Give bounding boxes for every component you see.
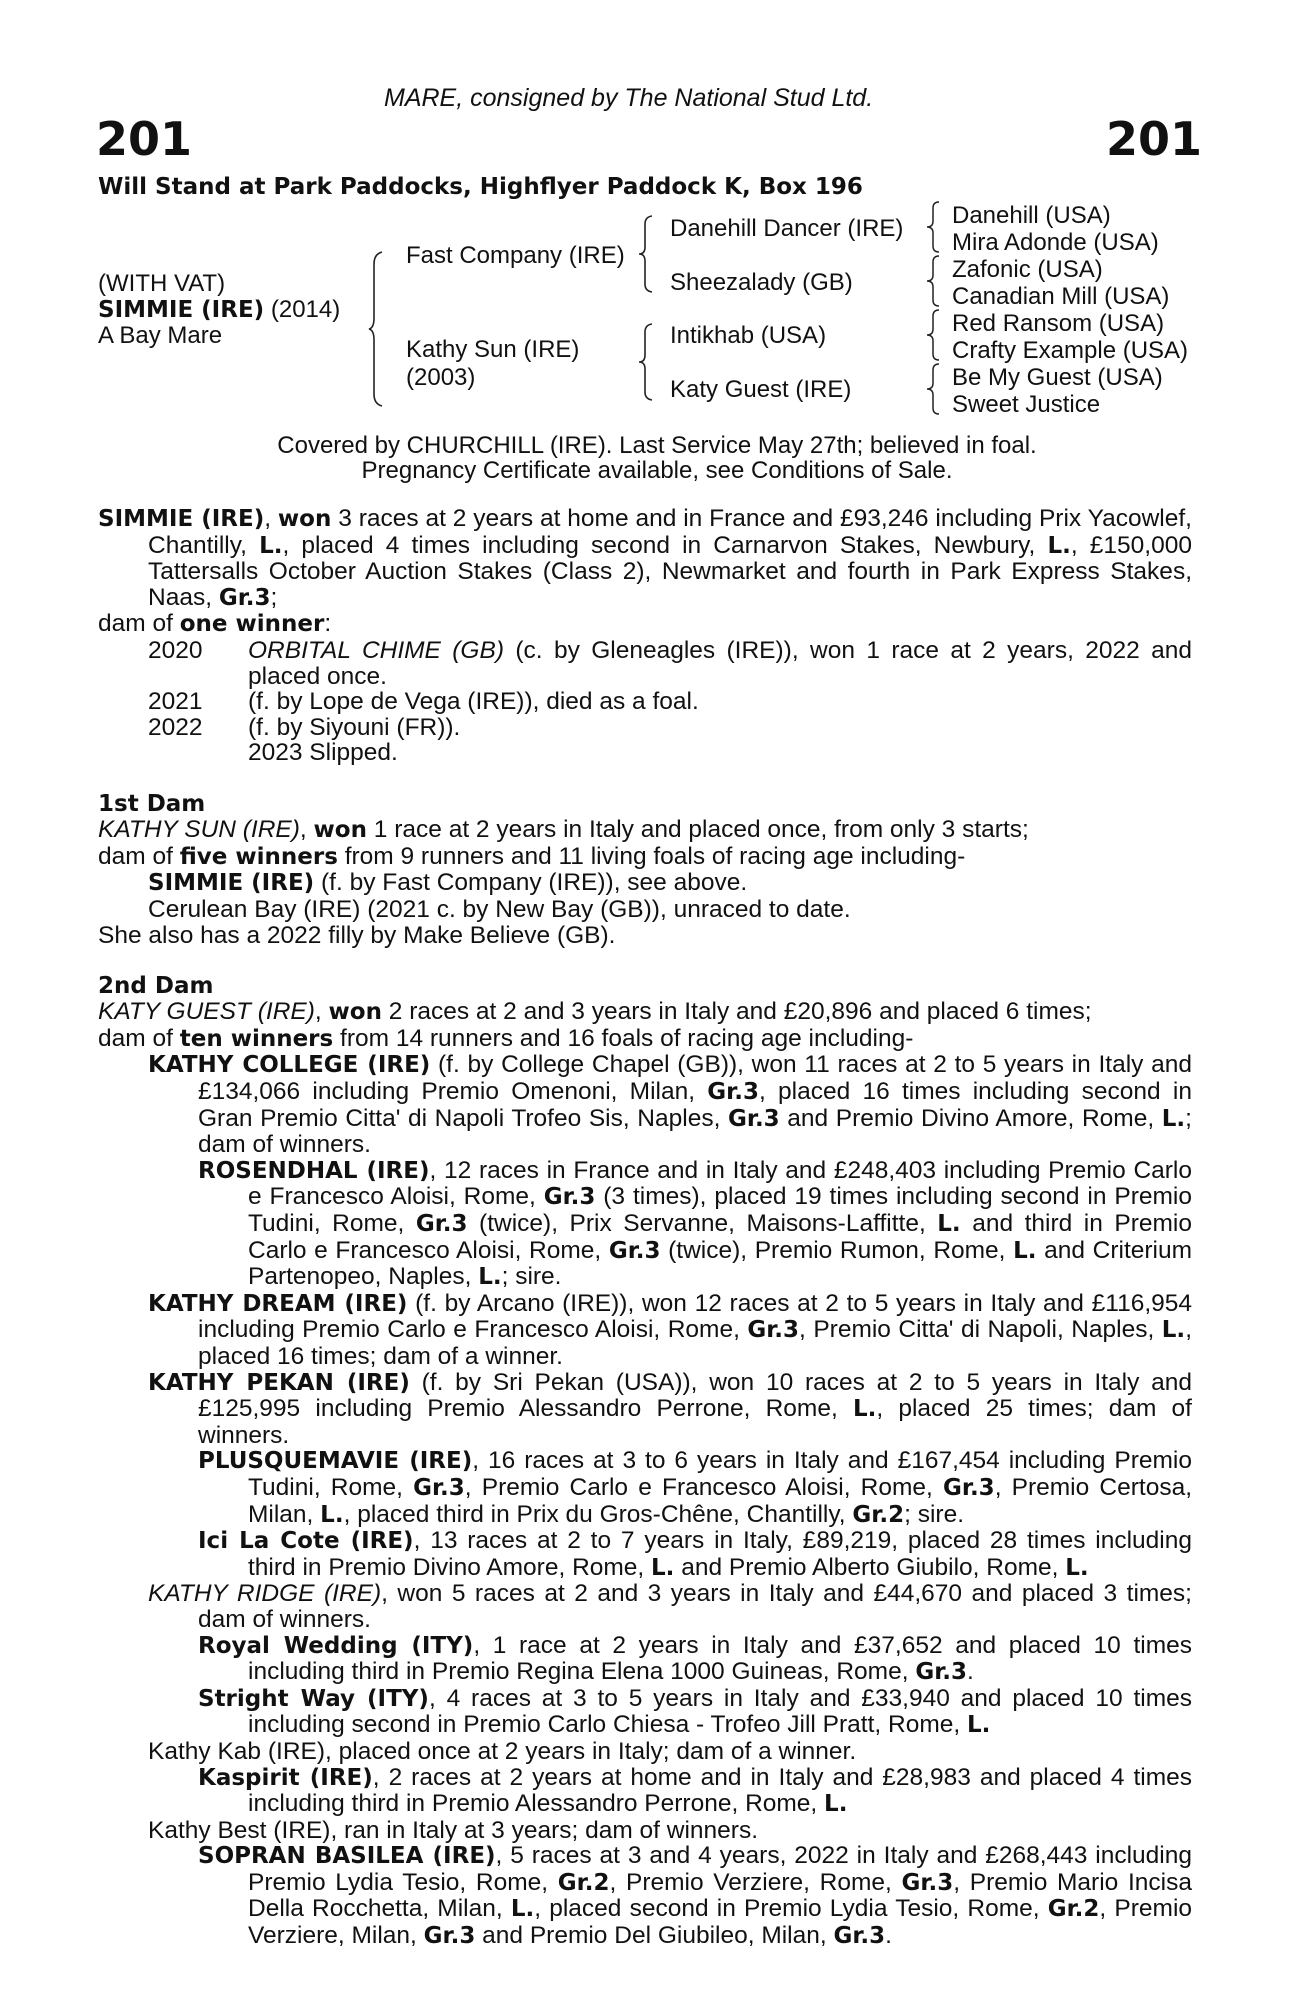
pregnancy-note: Pregnancy Certificate available, see Conditions of Sale. (361, 457, 953, 484)
gg-4: Canadian Mill (USA) (952, 283, 1170, 310)
dam-dam: Katy Guest (IRE) (670, 376, 852, 403)
second-dam-produce: dam of ten winners from 14 runners and 16 foals of racing age including- (98, 1024, 914, 1052)
pedigree-brace-g2 (926, 254, 942, 308)
gg-5: Red Ransom (USA) (952, 310, 1165, 337)
second-dam-record: KATY GUEST (IRE), won 2 races at 2 and 3 years in Italy and £20,896 and placed 6 times; (98, 998, 1092, 1026)
gg-8: Sweet Justice (952, 391, 1101, 418)
produce-2021: 2021 (f. by Lope de Vega (IRE)), died as a foal. (148, 688, 699, 716)
first-dam-produce: dam of five winners from 9 runners and 11 living foals of racing age including- (98, 842, 966, 870)
pedigree-brace-dam (638, 322, 656, 402)
first-dam-title: 1st Dam (98, 790, 206, 817)
ici-la-cote: Ici La Cote (IRE), 13 races at 2 to 7 years in Italy, £89,219, placed 28 times including third in Premio Divino Amore, Rome, L. and Premio Alberto Giubilo, Rome, L. (198, 1527, 1192, 1581)
produce-2022: 2022 (f. by Siyouni (FR)). (148, 713, 461, 741)
horse-name-line (98, 296, 340, 324)
gg-3: Zafonic (USA) (952, 256, 1103, 283)
kathy-best: Kathy Best (IRE), ran in Italy at 3 years; dam of winners. (148, 1816, 759, 1844)
lot-number-left: 201 (96, 112, 193, 166)
horse-name: SIMMIE (IRE) (98, 297, 265, 323)
first-dam-simmie: SIMMIE (IRE) (f. by Fast Company (IRE)), see above. (148, 869, 748, 897)
catalogue-body (98, 506, 1192, 1950)
first-dam-record: KATHY SUN (IRE), won 1 race at 2 years in Italy and placed once, from only 3 starts; (98, 816, 1029, 844)
first-dam-filly: She also has a 2022 filly by Make Believe (GB). (98, 921, 616, 949)
produce-2023: 2023 Slipped. (248, 739, 398, 767)
pedigree-brace-g4 (926, 362, 942, 416)
kaspirit: Kaspirit (IRE), 2 races at 2 years at home and in Italy and £28,983 and placed 4 times including third in Premio Alessandro Perrone, Rome, L. (198, 1763, 1192, 1818)
horse-year: (2014) (270, 296, 341, 323)
simmie-record: SIMMIE (IRE), won 3 races at 2 years at home and in France and £93,246 including Prix Yacowlef, Chantilly, L., placed 4 times including second in Carnarvon Stakes, Newbury, L., £150,000 Tattersalls October Auction Stakes (Class 2), Newmarket and fourth in Park Express Stakes, Naas, Gr.3; (98, 505, 1192, 611)
sopran-basilea: SOPRAN BASILEA (IRE), 5 races at 3 and 4 years, 2022 in Italy and £268,443 including Premio Lydia Tesio, Rome, Gr.2, Premio Verziere, Rome, Gr.3, Premio Mario Incisa Della Rocchetta, Milan, L., placed second in Premio Lydia Tesio, Rome, Gr.2, Premio Verziere, Milan, Gr.3 and Premio Del Giubileo, Milan, Gr.3. (198, 1842, 1193, 1950)
gg-2: Mira Adonde (USA) (952, 229, 1159, 256)
covered-note: Covered by CHURCHILL (IRE). Last Service May 27th; believed in foal. (277, 432, 1037, 459)
kathy-kab: Kathy Kab (IRE), placed once at 2 years in Italy; dam of a winner. (148, 1737, 857, 1765)
lot-number-right: 201 (1106, 112, 1203, 166)
sire-sire: Danehill Dancer (IRE) (670, 215, 904, 242)
gg-1: Danehill (USA) (952, 202, 1111, 229)
sire: Fast Company (IRE) (406, 242, 625, 269)
rosendhal: ROSENDHAL (IRE), 12 races in France and in Italy and £248,403 including Premio Carlo e Francesco Aloisi, Rome, Gr.3 (3 times), placed 19 times including second in Premio Tudini, Rome, Gr.3 (twice), Prix Servanne, Maisons-Laffitte, L. and third in Premio Carlo e Francesco Aloisi, Rome, Gr.3 (twice), Premio Rumon, Rome, L. and Criterium Partenopeo, Naples, L.; sire. (198, 1156, 1193, 1291)
pedigree-brace-sire (638, 214, 656, 294)
pedigree-brace-g1 (926, 200, 942, 254)
dam: Kathy Sun (IRE) (406, 336, 580, 363)
horse-desc: A Bay Mare (98, 322, 223, 349)
dam-year: (2003) (406, 364, 476, 391)
royal-wedding: Royal Wedding (ITY), 1 race at 2 years in Italy and £37,652 and placed 10 times including third in Premio Regina Elena 1000 Guineas, Rome, Gr.3. (198, 1631, 1192, 1686)
pedigree-brace-main (368, 250, 386, 408)
horse-vat: (WITH VAT) (98, 270, 226, 297)
stright-way: Stright Way (ITY), 4 races at 3 to 5 years in Italy and £33,940 and placed 10 times including second in Premio Carlo Chiesa - Trofeo Jill Pratt, Rome, L. (198, 1684, 1192, 1739)
kathy-dream: KATHY DREAM (IRE) (f. by Arcano (IRE)), won 12 races at 2 to 5 years in Italy and £116,954 including Premio Carlo e Francesco Aloisi, Rome, Gr.3, Premio Citta' di Napoli, Naples, L., placed 16 times; dam of a winner. (148, 1289, 1192, 1370)
kathy-college: KATHY COLLEGE (IRE) (f. by College Chapel (GB)), won 11 races at 2 to 5 years in Italy and £134,066 including Premio Omenoni, Milan, Gr.3, placed 16 times including second in Gran Premio Citta' di Napoli Trofeo Sis, Naples, Gr.3 and Premio Divino Amore, Rome, L.; dam of winners. (148, 1051, 1192, 1159)
consignor-line: MARE, consigned by The National Stud Ltd. (384, 84, 874, 112)
dam-of-line: dam of one winner: (98, 610, 332, 638)
dam-sire: Intikhab (USA) (670, 322, 827, 349)
plusquemavie: PLUSQUEMAVIE (IRE), 16 races at 3 to 6 years in Italy and £167,454 including Premio Tudini, Rome, Gr.3, Premio Carlo e Francesco Aloisi, Rome, Gr.3, Premio Certosa, Milan, L., placed third in Prix du Gros-Chêne, Chantilly, Gr.2; sire. (198, 1447, 1192, 1528)
sire-dam: Sheezalady (GB) (670, 269, 853, 296)
first-dam-cerulean: Cerulean Bay (IRE) (2021 c. by New Bay (GB)), unraced to date. (148, 895, 851, 923)
kathy-ridge: KATHY RIDGE (IRE), won 5 races at 2 and 3 years in Italy and £44,670 and placed 3 times; dam of winners. (148, 1580, 1192, 1633)
gg-7: Be My Guest (USA) (952, 364, 1163, 391)
kathy-pekan: KATHY PEKAN (IRE) (f. by Sri Pekan (USA)), won 10 races at 2 to 5 years in Italy and £125,995 including Premio Alessandro Perrone, Rome, L., placed 25 times; dam of winners. (148, 1368, 1193, 1449)
stand-location: Will Stand at Park Paddocks, Highflyer Paddock K, Box 196 (98, 174, 863, 200)
second-dam-title: 2nd Dam (98, 972, 214, 999)
produce-2020: 2020 ORBITAL CHIME (GB) (c. by Gleneagles (IRE)), won 1 race at 2 years, 2022 and placed once. (148, 636, 1193, 690)
pedigree-brace-g3 (926, 308, 942, 362)
gg-6: Crafty Example (USA) (952, 337, 1189, 364)
